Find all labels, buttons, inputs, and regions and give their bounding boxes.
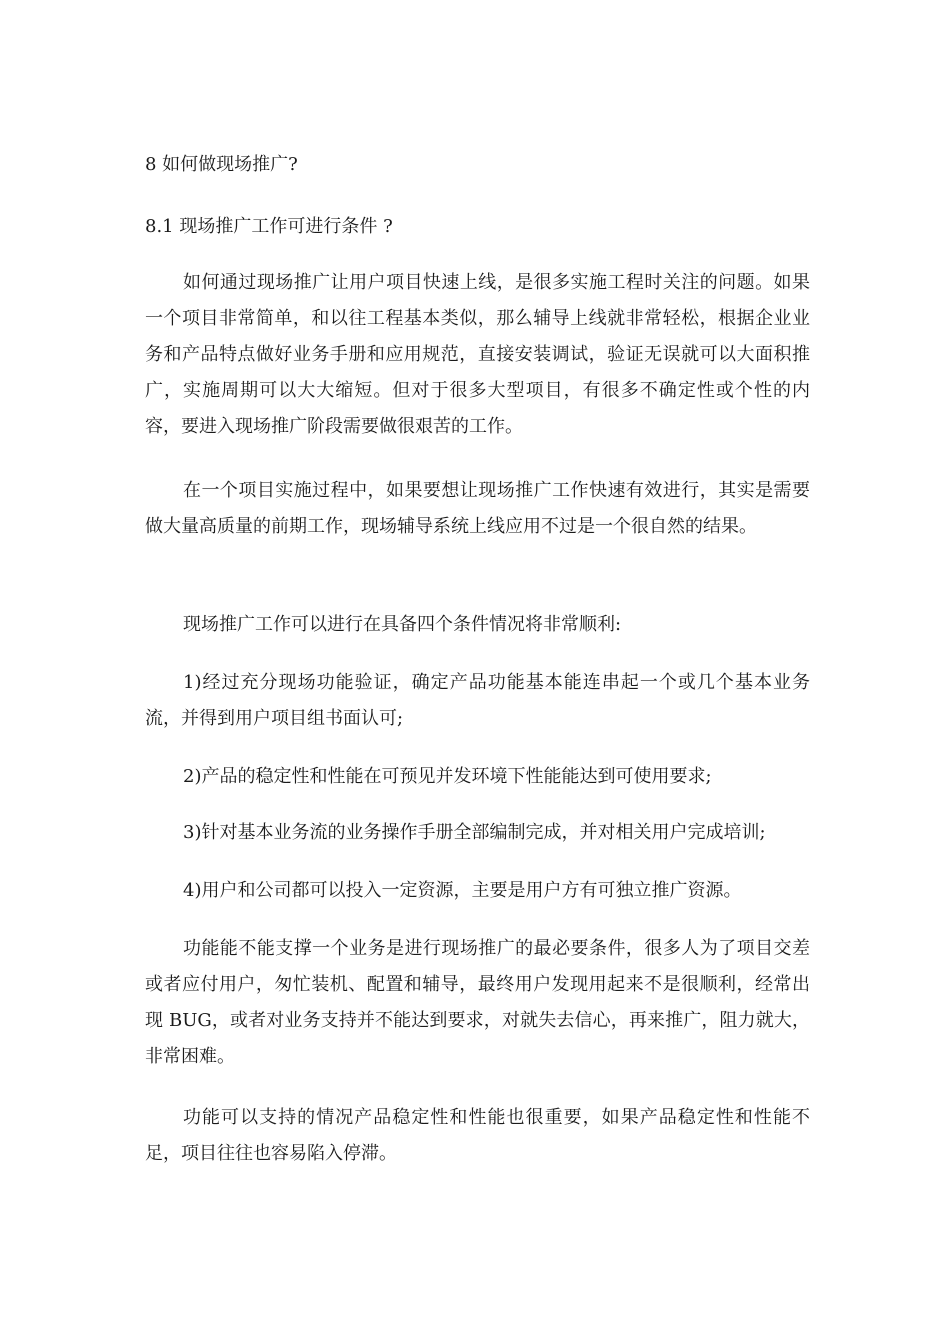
list-item-paragraph: 4)用户和公司都可以投入一定资源，主要是用户方有可独立推广资源。 <box>183 880 742 901</box>
section-heading: 8 如何做现场推广? <box>145 154 298 175</box>
paragraph: 在一个项目实施过程中，如果要想让现场推广工作快速有效进行，其实是需要做大量高质量的前期工作，现场辅导系统上线应用不过是一个很自然的结果。 <box>145 480 810 537</box>
paragraph: 现场推广工作可以进行在具备四个条件情况将非常顺利: <box>183 614 622 635</box>
paragraph: 功能可以支持的情况产品稳定性和性能也很重要，如果产品稳定性和性能不足，项目往往也容易陷入停滞。 <box>145 1107 810 1164</box>
list-item-paragraph: 1)经过充分现场功能验证，确定产品功能基本能连串起一个或几个基本业务流，并得到用户项目组书面认可; <box>145 672 810 729</box>
paragraph: 如何通过现场推广让用户项目快速上线，是很多实施工程时关注的问题。如果一个项目非常简单，和以往工程基本类似，那么辅导上线就非常轻松，根据企业业务和产品特点做好业务手册和应用规范，直接安装调试，验证无误就可以大面积推广，实施周期可以大大缩短。但对于很多大型项目，有很多不确定性或个性的内容，要进入现场推广阶段需要做很艰苦的工作。 <box>145 272 810 437</box>
list-item-paragraph: 2)产品的稳定性和性能在可预见并发环境下性能能达到可使用要求; <box>183 766 712 787</box>
paragraph: 功能能不能支撑一个业务是进行现场推广的最必要条件，很多人为了项目交差或者应付用户，匆忙装机、配置和辅导，最终用户发现用起来不是很顺利，经常出现 BUG，或者对业务支持并不能达到要求，对就失去信心，再来推广，阻力就大，非常困难。 <box>145 938 810 1067</box>
list-item-paragraph: 3)针对基本业务流的业务操作手册全部编制完成，并对相关用户完成培训; <box>183 822 766 843</box>
subsection-heading: 8.1 现场推广工作可进行条件 ? <box>145 216 393 237</box>
